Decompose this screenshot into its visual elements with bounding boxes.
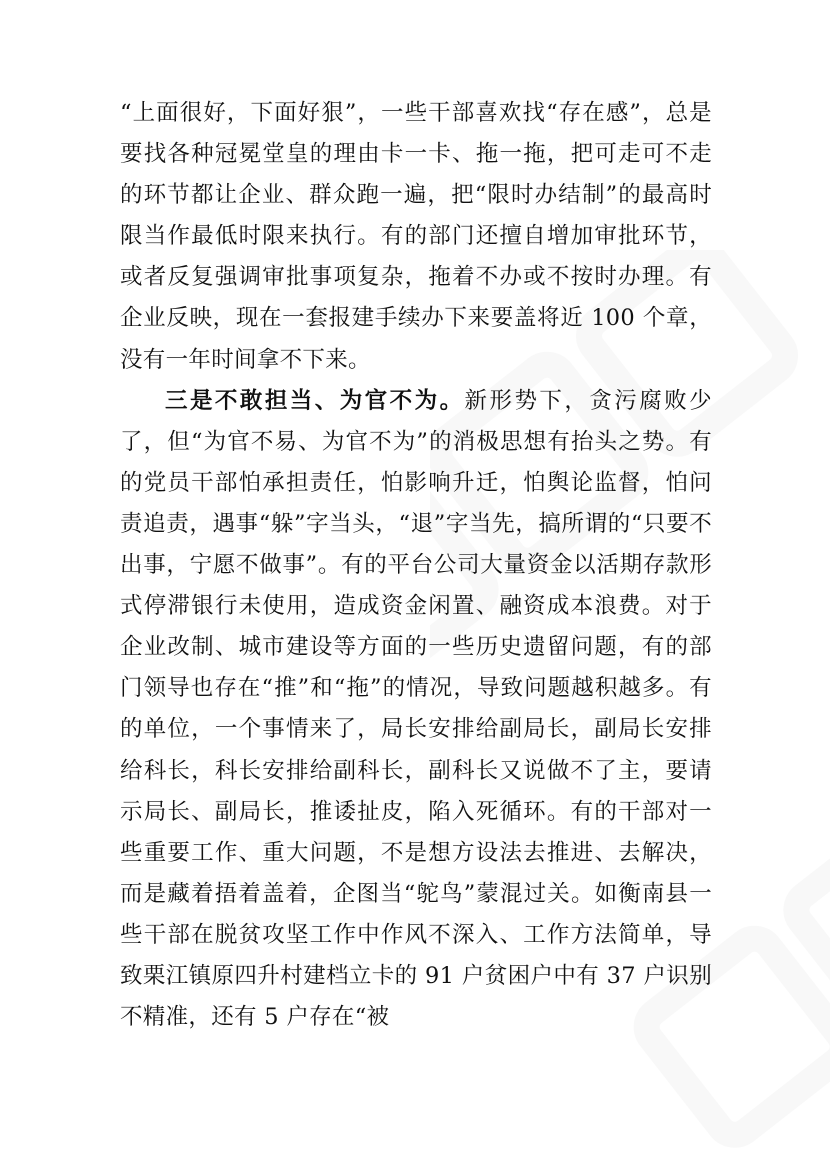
paragraph-2-heading: 三是不敢担当、为官不为。 — [165, 387, 465, 414]
document-body — [120, 93, 712, 1038]
paragraph-2-body: 新形势下，贪污腐败少了，但“为官不易、为官不为”的消极思想有抬头之势。有的党员干部怕承担责任，怕影响升迁，怕舆论监督，怕问责追责，遇事“躲”字当头，“退”字当先，搞所谓的“只要不出事，宁愿不做事”。有的平台公司大量资金以活期存款形式停滞银行未使用，造成资金闲置、融资成本浪费。对于企业改制、城市建设等方面的一些历史遗留问题，有的部门领导也存在“推”和“拖”的情况，导致问题越积越多。有的单位，一个事情来了，局长安排给副局长，副局长安排给科长，科长安排给副科长，副科长又说做不了主，要请示局长、副局长，推诿扯皮，陷入死循环。有的干部对一些重要工作、重大问题，不是想方设法去推进、去解决，而是藏着捂着盖着，企图当“鸵鸟”蒙混过关。如衡南县一些干部在脱贫攻坚工作中作风不深入、工作方法简单，导致栗江镇原四升村建档立卡的 91 户贫困户中有 37 户识别不精准，还有 5 户存在“被 — [120, 387, 712, 1031]
paragraph-2 — [120, 381, 712, 1039]
paragraph-1: “上面很好，下面好狠”，一些干部喜欢找“存在感”，总是要找各种冠冕堂皇的理由卡一卡、拖一拖，把可走可不走的环节都让企业、群众跑一遍，把“限时办结制”的最高时限当作最低时限来执行。有的部门还擅自增加审批环节，或者反复强调审批事项复杂，拖着不办或不按时办理。有企业反映，现在一套报建手续办下来要盖将近 100 个章，没有一年时间拿不下来。 — [120, 100, 712, 373]
